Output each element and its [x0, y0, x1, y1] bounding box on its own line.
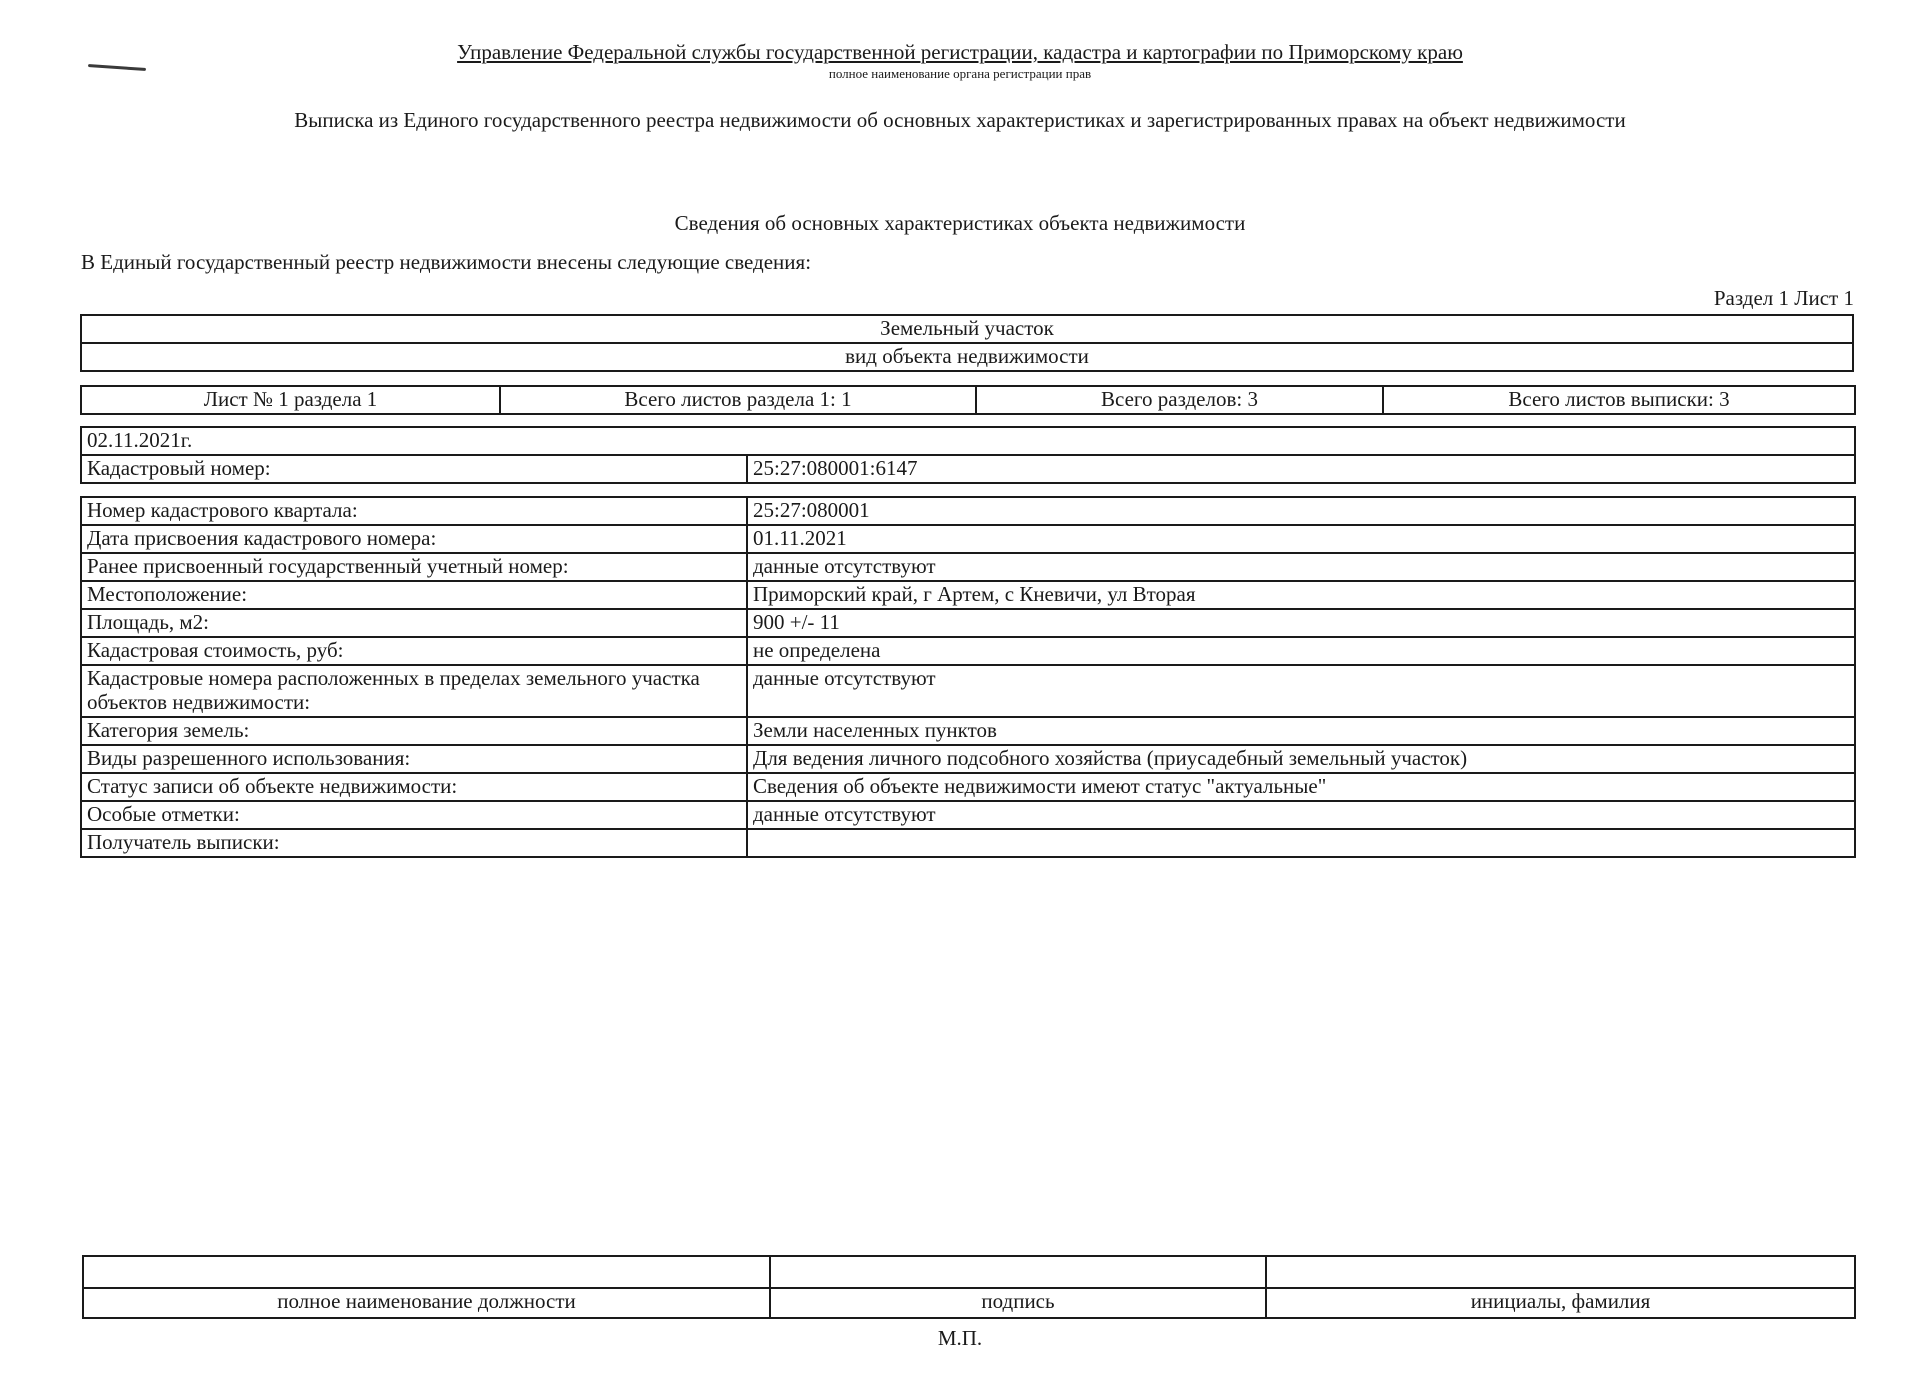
- cadastral-number-label: Кадастровый номер:: [81, 455, 747, 483]
- row-label: Статус записи об объекте недвижимости:: [81, 773, 747, 801]
- position-blank: [83, 1256, 770, 1288]
- record-date: 02.11.2021г.: [81, 427, 1855, 455]
- row-value: не определена: [747, 637, 1855, 665]
- total-sections: Всего разделов: 3: [976, 386, 1383, 414]
- row-value: данные отсутствуют: [747, 665, 1855, 717]
- table-row: [81, 717, 1855, 745]
- object-type: Земельный участок: [81, 315, 1853, 343]
- row-value: данные отсутствуют: [747, 801, 1855, 829]
- row-value: Для ведения личного подсобного хозяйства (приусадебный земельный участок): [747, 745, 1855, 773]
- intro-text: В Единый государственный реестр недвижимости внесены следующие сведения:: [81, 250, 812, 274]
- sheet-number: Лист № 1 раздела 1: [81, 386, 500, 414]
- row-value: 01.11.2021: [747, 525, 1855, 553]
- row-value: данные отсутствуют: [747, 553, 1855, 581]
- row-value: 900 +/- 11: [747, 609, 1855, 637]
- row-label: Категория земель:: [81, 717, 747, 745]
- table-row: [81, 637, 1855, 665]
- table-row: [81, 801, 1855, 829]
- stamp-place: М.П.: [937, 1326, 983, 1350]
- table-row: [81, 525, 1855, 553]
- position-caption: полное наименование должности: [83, 1288, 770, 1318]
- authority-caption: полное наименование органа регистрации прав: [828, 66, 1092, 81]
- signature-table: [82, 1255, 1856, 1319]
- table-row: [81, 553, 1855, 581]
- object-type-caption: вид объекта недвижимости: [81, 343, 1853, 371]
- row-label: Кадастровая стоимость, руб:: [81, 637, 747, 665]
- name-blank: [1266, 1256, 1855, 1288]
- row-value: Приморский край, г Артем, с Кневичи, ул Вторая: [747, 581, 1855, 609]
- table-row: [81, 745, 1855, 773]
- table-row: [81, 773, 1855, 801]
- row-value: Земли населенных пунктов: [747, 717, 1855, 745]
- table-row: [81, 497, 1855, 525]
- signature-caption: подпись: [770, 1288, 1266, 1318]
- sheet-reference: Раздел 1 Лист 1: [1713, 286, 1854, 310]
- record-header-table: [80, 426, 1856, 484]
- cadastral-number-value: 25:27:080001:6147: [747, 455, 1855, 483]
- signature-blank: [770, 1256, 1266, 1288]
- row-label: Виды разрешенного использования:: [81, 745, 747, 773]
- registration-authority: Управление Федеральной службы государственной регистрации, кадастра и картографии по Приморскому краю: [457, 40, 1463, 64]
- section-heading: Сведения об основных характеристиках объекта недвижимости: [674, 211, 1246, 235]
- characteristics-table: [80, 496, 1856, 858]
- document-title: Выписка из Единого государственного реестра недвижимости об основных характеристиках и зарегистрированных правах на объект недвижимости: [294, 108, 1626, 132]
- row-value: Сведения об объекте недвижимости имеют статус "актуальные": [747, 773, 1855, 801]
- row-label: Получатель выписки:: [81, 829, 747, 857]
- row-label: Ранее присвоенный государственный учетный номер:: [81, 553, 747, 581]
- total-section-sheets: Всего листов раздела 1: 1: [500, 386, 976, 414]
- sheets-info-table: [80, 385, 1856, 415]
- row-label: Местоположение:: [81, 581, 747, 609]
- row-label: Кадастровые номера расположенных в пределах земельного участка объектов недвижимости:: [81, 665, 747, 717]
- row-label: Особые отметки:: [81, 801, 747, 829]
- row-value: 25:27:080001: [747, 497, 1855, 525]
- table-row: [81, 665, 1855, 717]
- row-label: Номер кадастрового квартала:: [81, 497, 747, 525]
- name-caption: инициалы, фамилия: [1266, 1288, 1855, 1318]
- row-value: [747, 829, 1855, 857]
- table-row: [81, 829, 1855, 857]
- row-label: Площадь, м2:: [81, 609, 747, 637]
- row-label: Дата присвоения кадастрового номера:: [81, 525, 747, 553]
- table-row: [81, 581, 1855, 609]
- object-type-table: [80, 314, 1854, 372]
- table-row: [81, 609, 1855, 637]
- total-extract-sheets: Всего листов выписки: 3: [1383, 386, 1855, 414]
